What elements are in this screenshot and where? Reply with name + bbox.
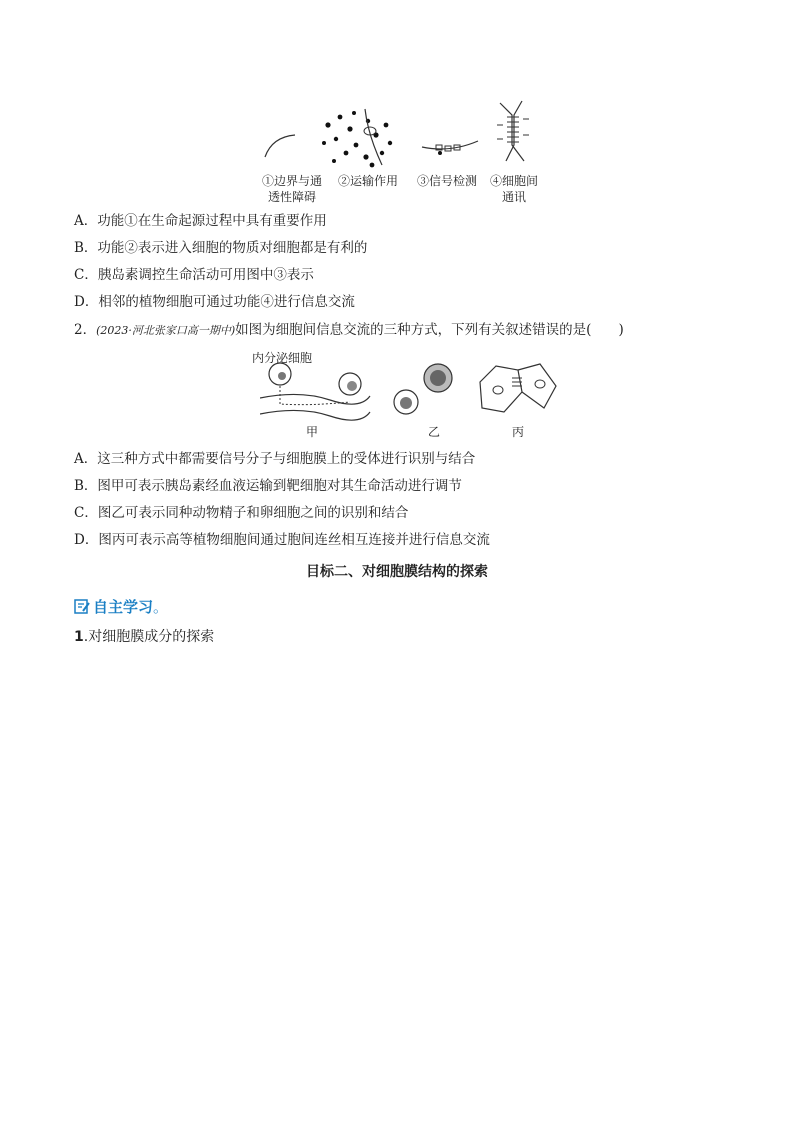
caption-boundary: ①边界与通 透性障碍 — [261, 174, 322, 204]
q2-option-d: D．图丙可表示高等植物细胞间通过胞间连丝相互连接并进行信息交流 — [74, 532, 490, 548]
item-1 — [74, 626, 214, 646]
figure-membrane-functions — [250, 95, 550, 175]
edit-icon — [74, 598, 90, 614]
item-1-number: 1 — [74, 629, 84, 645]
self-study-label: 自主学习 — [93, 598, 154, 616]
q2-option-c: C．图乙可表示同种动物精子和卵细胞之间的识别和结合 — [74, 505, 409, 521]
label-secretory-cell: 内分泌细胞 — [252, 351, 313, 365]
label-yi: 乙 — [428, 425, 441, 439]
q2-option-b: B．图甲可表示胰岛素经血液运输到靶细胞对其生命活动进行调节 — [74, 478, 462, 494]
section-title: 目标二、对细胞膜结构的探索 — [306, 564, 488, 580]
item-1-text: .对细胞膜成分的探索 — [83, 629, 215, 645]
q2-number: 2． — [74, 322, 97, 338]
q1-option-b: B．功能②表示进入细胞的物质对细胞都是有利的 — [74, 240, 368, 256]
figure-signal-modes — [260, 362, 560, 424]
q2-question: 如图为细胞间信息交流的三种方式，下列有关叙述错误的是( ) — [235, 322, 624, 338]
q2-source: (2023·河北张家口高一期中) — [96, 324, 236, 337]
label-jia: 甲 — [306, 425, 319, 439]
q2-stem — [74, 321, 624, 340]
q1-option-c: C．胰岛素调控生命活动可用图中③表示 — [74, 267, 314, 283]
caption-communication: ④细胞间 通讯 — [489, 174, 538, 204]
label-bing: 丙 — [512, 425, 525, 439]
q1-option-d: D．相邻的植物细胞可通过功能④进行信息交流 — [74, 294, 355, 310]
caption-signal: ③信号检测 — [416, 174, 477, 188]
q1-option-a: A．功能①在生命起源过程中具有重要作用 — [74, 213, 327, 229]
self-study-heading: 自主学习。 — [74, 596, 168, 617]
q2-option-a: A．这三种方式中都需要信号分子与细胞膜上的受体进行识别与结合 — [74, 451, 476, 467]
caption-transport: ②运输作用 — [337, 174, 398, 188]
